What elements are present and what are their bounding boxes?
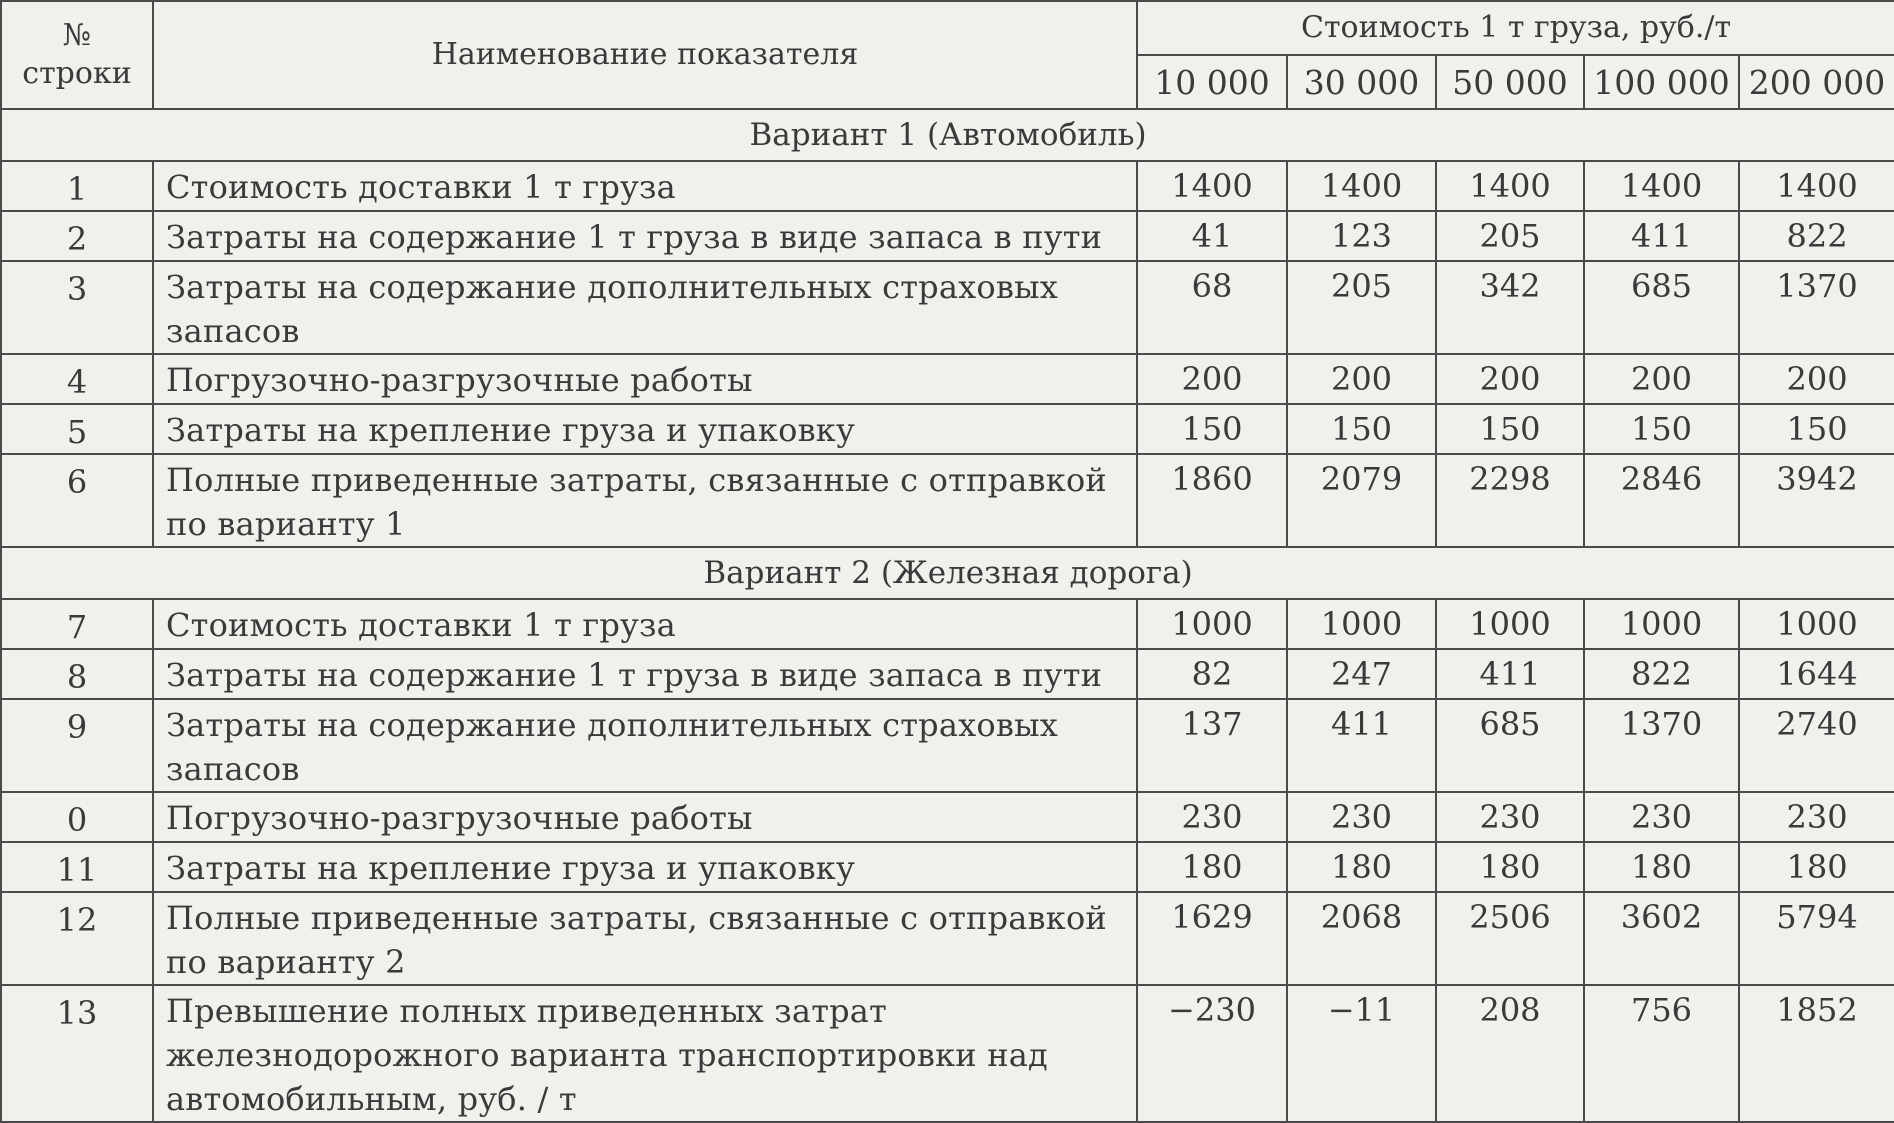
variant1-title: Вариант 1 (Автомобиль) <box>1 109 1894 161</box>
value-cell: 822 <box>1584 649 1739 699</box>
value-cell: 230 <box>1739 792 1894 842</box>
value-cell: 1400 <box>1287 161 1436 211</box>
value-cell: 150 <box>1137 404 1287 454</box>
value-cell: 1400 <box>1137 161 1287 211</box>
value-cell: 1000 <box>1436 599 1584 649</box>
row-number: 6 <box>1 454 153 547</box>
table-row <box>1 892 1894 985</box>
value-cell: 411 <box>1287 699 1436 792</box>
value-cell: 1000 <box>1584 599 1739 649</box>
indicator-name: Полные приведенные затраты, связанные с отправкой по варианту 1 <box>153 454 1137 547</box>
indicator-name: Затраты на крепление груза и упаковку <box>153 404 1137 454</box>
table-row <box>1 699 1894 792</box>
value-cell: 205 <box>1436 211 1584 261</box>
value-cell: 68 <box>1137 261 1287 354</box>
table-row <box>1 985 1894 1122</box>
value-cell: 3602 <box>1584 892 1739 985</box>
cost-column-header: 30 000 <box>1287 55 1436 109</box>
indicator-name: Погрузочно-разгрузочные работы <box>153 792 1137 842</box>
value-cell: 2740 <box>1739 699 1894 792</box>
value-cell: 41 <box>1137 211 1287 261</box>
table-row <box>1 649 1894 699</box>
value-cell: 1860 <box>1137 454 1287 547</box>
value-cell: 685 <box>1436 699 1584 792</box>
table-row <box>1 792 1894 842</box>
value-cell: 82 <box>1137 649 1287 699</box>
value-cell: 5794 <box>1739 892 1894 985</box>
value-cell: 200 <box>1287 354 1436 404</box>
value-cell: 411 <box>1584 211 1739 261</box>
table-row <box>1 454 1894 547</box>
value-cell: 685 <box>1584 261 1739 354</box>
row-number: 5 <box>1 404 153 454</box>
value-cell: 1000 <box>1137 599 1287 649</box>
value-cell: 2068 <box>1287 892 1436 985</box>
value-cell: 247 <box>1287 649 1436 699</box>
table-row <box>1 599 1894 649</box>
cost-column-header: 100 000 <box>1584 55 1739 109</box>
row-number: 8 <box>1 649 153 699</box>
value-cell: 137 <box>1137 699 1287 792</box>
indicator-name-header: Наименование показателя <box>153 1 1137 109</box>
value-cell: 180 <box>1287 842 1436 892</box>
value-cell: 230 <box>1436 792 1584 842</box>
value-cell: 756 <box>1584 985 1739 1122</box>
value-cell: 411 <box>1436 649 1584 699</box>
value-cell: 230 <box>1137 792 1287 842</box>
row-number: 2 <box>1 211 153 261</box>
value-cell: 1400 <box>1436 161 1584 211</box>
value-cell: 200 <box>1137 354 1287 404</box>
value-cell: 3942 <box>1739 454 1894 547</box>
row-number: 13 <box>1 985 153 1122</box>
row-number: 0 <box>1 792 153 842</box>
value-cell: 1370 <box>1584 699 1739 792</box>
cost-group-header: Стоимость 1 т груза, руб./т <box>1137 1 1894 55</box>
table-row <box>1 261 1894 354</box>
value-cell: 150 <box>1584 404 1739 454</box>
value-cell: 180 <box>1137 842 1287 892</box>
value-cell: 2079 <box>1287 454 1436 547</box>
indicator-name: Стоимость доставки 1 т груза <box>153 599 1137 649</box>
row-number: 11 <box>1 842 153 892</box>
table-row <box>1 354 1894 404</box>
row-number-word: строки <box>22 56 132 91</box>
table-row <box>1 211 1894 261</box>
row-number: 3 <box>1 261 153 354</box>
value-cell: 1644 <box>1739 649 1894 699</box>
value-cell: 150 <box>1287 404 1436 454</box>
value-cell: 1000 <box>1287 599 1436 649</box>
value-cell: 1400 <box>1739 161 1894 211</box>
value-cell: 180 <box>1436 842 1584 892</box>
value-cell: 180 <box>1584 842 1739 892</box>
value-cell: 342 <box>1436 261 1584 354</box>
indicator-name: Погрузочно-разгрузочные работы <box>153 354 1137 404</box>
row-number: 7 <box>1 599 153 649</box>
row-number: 4 <box>1 354 153 404</box>
variant2-title: Вариант 2 (Железная дорога) <box>1 547 1894 599</box>
value-cell: 150 <box>1436 404 1584 454</box>
section-row <box>1 547 1894 599</box>
value-cell: 2298 <box>1436 454 1584 547</box>
indicator-name: Превышение полных приведенных затрат железнодорожного варианта транспортировки над автомобильным, руб. / т <box>153 985 1137 1122</box>
row-number: 9 <box>1 699 153 792</box>
value-cell: 123 <box>1287 211 1436 261</box>
value-cell: 208 <box>1436 985 1584 1122</box>
table-row <box>1 404 1894 454</box>
indicator-name: Стоимость доставки 1 т груза <box>153 161 1137 211</box>
value-cell: 200 <box>1436 354 1584 404</box>
value-cell: 230 <box>1584 792 1739 842</box>
indicator-name: Полные приведенные затраты, связанные с отправкой по варианту 2 <box>153 892 1137 985</box>
value-cell: 1629 <box>1137 892 1287 985</box>
indicator-name: Затраты на содержание 1 т груза в виде запаса в пути <box>153 211 1137 261</box>
value-cell: 2846 <box>1584 454 1739 547</box>
value-cell: 1370 <box>1739 261 1894 354</box>
indicator-name: Затраты на содержание дополнительных страховых запасов <box>153 699 1137 792</box>
value-cell: 200 <box>1739 354 1894 404</box>
row-number: 1 <box>1 161 153 211</box>
section-row <box>1 109 1894 161</box>
cost-column-header: 10 000 <box>1137 55 1287 109</box>
indicator-name: Затраты на содержание дополнительных страховых запасов <box>153 261 1137 354</box>
value-cell: 1400 <box>1584 161 1739 211</box>
value-cell: 205 <box>1287 261 1436 354</box>
row-number-header <box>1 1 153 109</box>
value-cell: 180 <box>1739 842 1894 892</box>
value-cell: 822 <box>1739 211 1894 261</box>
value-cell: 1852 <box>1739 985 1894 1122</box>
table-row <box>1 842 1894 892</box>
row-number-symbol: № <box>62 18 92 53</box>
value-cell: 1000 <box>1739 599 1894 649</box>
value-cell: 150 <box>1739 404 1894 454</box>
indicator-name: Затраты на содержание 1 т груза в виде запаса в пути <box>153 649 1137 699</box>
cost-column-header: 200 000 <box>1739 55 1894 109</box>
value-cell: 230 <box>1287 792 1436 842</box>
value-cell: −230 <box>1137 985 1287 1122</box>
value-cell: 2506 <box>1436 892 1584 985</box>
cost-column-header: 50 000 <box>1436 55 1584 109</box>
table-row <box>1 161 1894 211</box>
value-cell: 200 <box>1584 354 1739 404</box>
value-cell: −11 <box>1287 985 1436 1122</box>
row-number: 12 <box>1 892 153 985</box>
indicator-name: Затраты на крепление груза и упаковку <box>153 842 1137 892</box>
